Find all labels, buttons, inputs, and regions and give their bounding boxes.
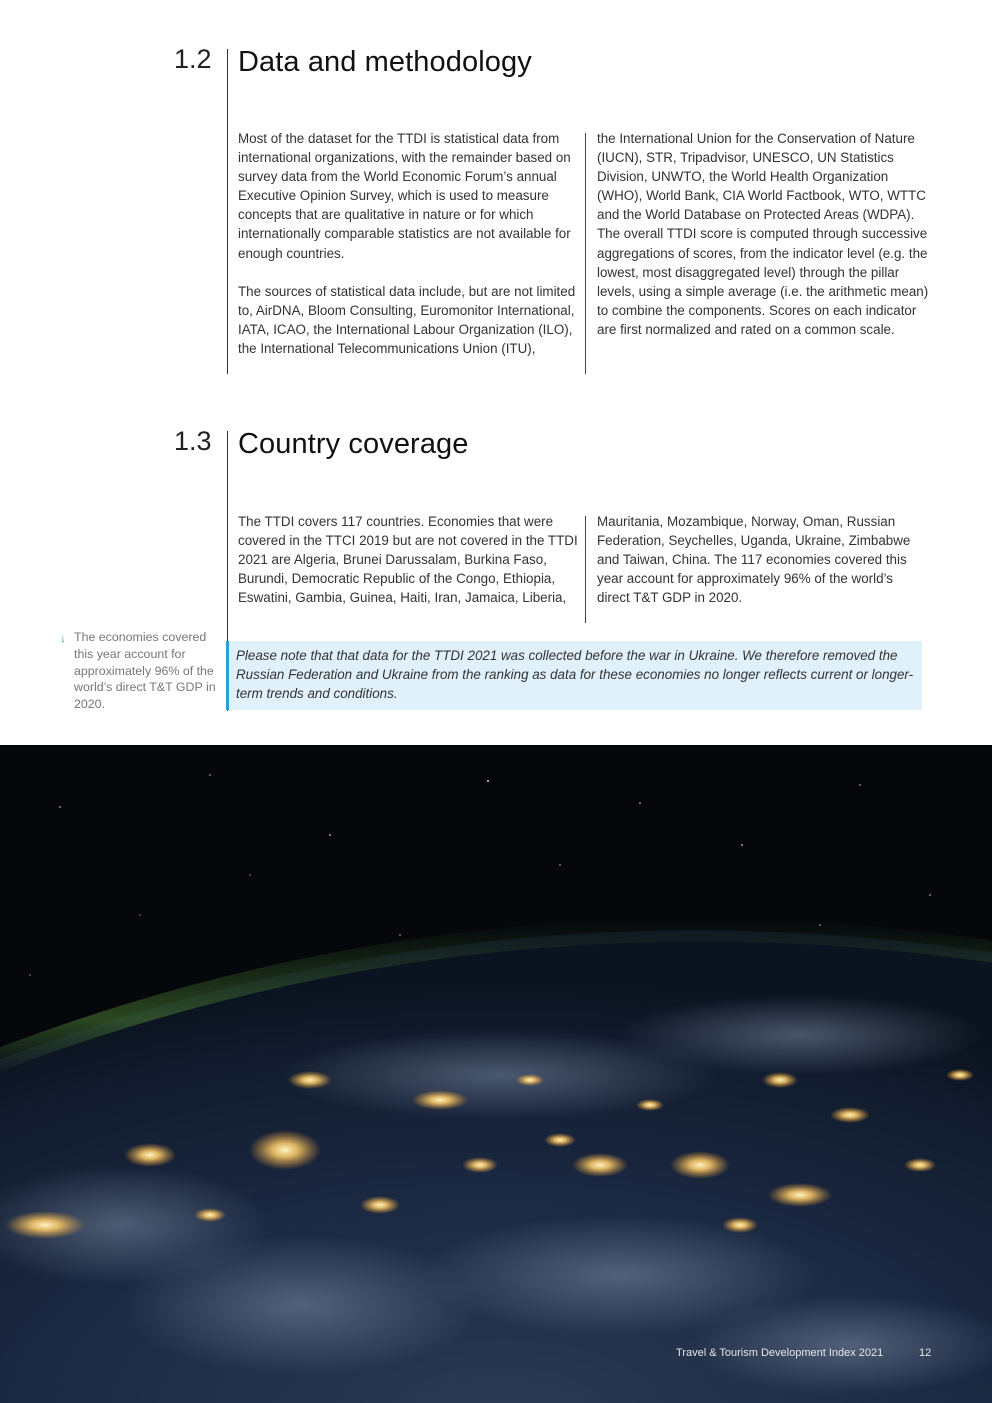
sidenote-text: The economies covered this year account for approximately 96% of the world’s direct T&T GDP in 2020. xyxy=(74,630,216,712)
section-number-1-2: 1.2 xyxy=(174,44,212,74)
paragraph: The TTDI covers 117 countries. Economies that were covered in the TTCI 2019 but are not covered in the TTDI 2021 are Algeria, Brunei Darussalam, Burkina Faso, Burundi, Democratic Republic of the Congo, Ethiopia, Eswatini, Gambia, Guinea, Haiti, Iran, Jamaica, Liberia, xyxy=(238,514,578,606)
methodology-column-left xyxy=(238,129,578,358)
paragraph: the International Union for the Conservation of Nature (IUCN), STR, Tripadvisor, UNESCO, UN Statistics Division, UNWTO, the World Health Organization (WHO), World Bank, CIA World Factbook, WTO, WTTC and the World Database on Protected Areas (WDPA). The overall TTDI score is computed through successive aggregations of scores, from the indicator level (e.g. the lowest, most disaggregated level) through the pillar levels, using a simple average (i.e. the arithmetic mean) to combine the components. Scores on each indicator are first normalized and rated on a common scale. xyxy=(597,131,929,337)
section-number-1-3: 1.3 xyxy=(174,426,212,456)
coverage-column-right xyxy=(597,512,929,607)
arrow-down-icon: ↓ xyxy=(60,631,66,645)
section-title-data-methodology: Data and methodology xyxy=(238,46,532,79)
earth-at-night-photo xyxy=(0,745,992,1403)
note-text: Please note that that data for the TTDI 2021 was collected before the war in Ukraine. We therefore removed the Russian Federation and Ukraine from the ranking as data for these economies no longer reflects current or longer-term trends and conditions. xyxy=(236,648,914,702)
sidenote xyxy=(60,629,220,713)
footer-title: Travel & Tourism Development Index 2021 xyxy=(676,1347,884,1359)
column-divider xyxy=(585,133,586,374)
paragraph: Most of the dataset for the TTDI is statistical data from international organizations, with the remainder based on survey data from the World Economic Forum’s annual Executive Opinion Survey, which is used to measure concepts that are qualitative in nature or for which internationally comparable statistics are not available for enough countries. xyxy=(238,131,571,261)
paragraph: Mauritania, Mozambique, Norway, Oman, Russian Federation, Seychelles, Uganda, Ukraine, Zimbabwe and Taiwan, China. The 117 economies covered this year account for approximately 96% of the world’s direct T&T GDP in 2020. xyxy=(597,514,911,606)
coverage-column-left xyxy=(238,512,578,607)
note-callout xyxy=(226,641,922,710)
paragraph: The sources of statistical data include, but are not limited to, AirDNA, Bloom Consulting, Euromonitor International, IATA, ICAO, the International Labour Organization (ILO), the International Telecommunications Union (ITU), xyxy=(238,283,576,356)
earth-at-night-image xyxy=(0,745,992,1403)
page-number: 12 xyxy=(919,1347,932,1359)
methodology-column-right xyxy=(597,129,929,339)
section-title-country-coverage: Country coverage xyxy=(238,428,469,461)
column-divider xyxy=(585,516,586,623)
section-divider xyxy=(227,49,228,374)
